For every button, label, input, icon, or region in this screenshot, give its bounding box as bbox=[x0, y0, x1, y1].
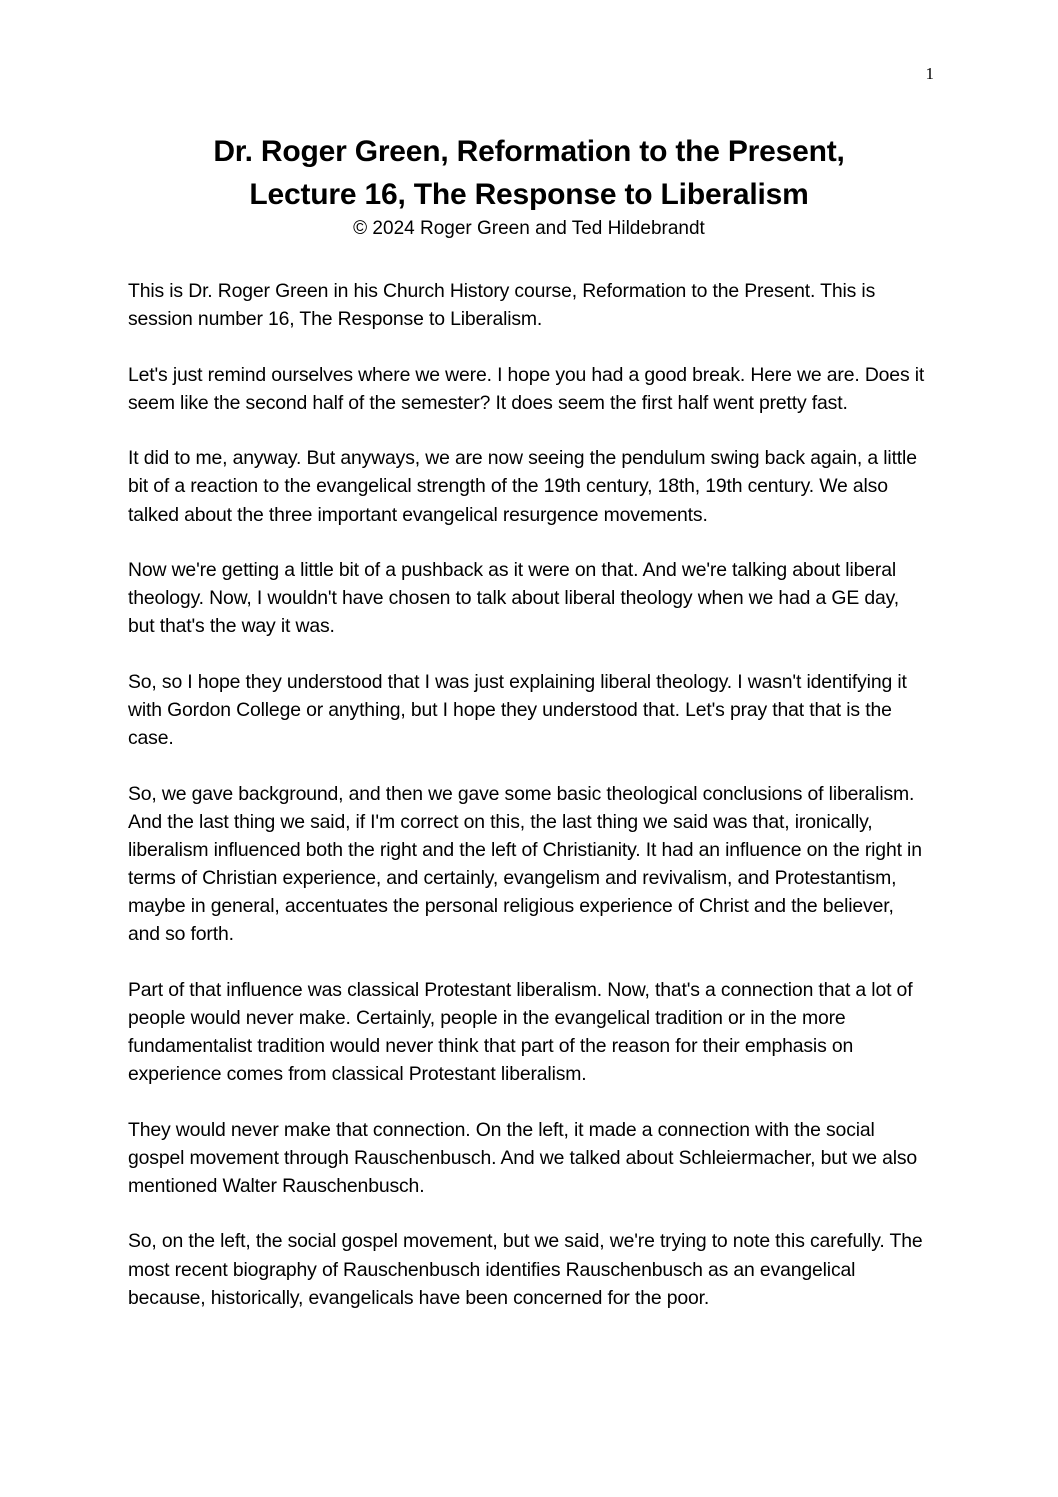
paragraph: Part of that influence was classical Protestant liberalism. Now, that's a connection that a lot of people would never make. Certainly, people in the evangelical tradition or in the more fundamentalist tradition would never think that part of the reason for their emphasis on experience comes from classical Protestant liberalism. bbox=[128, 978, 913, 1086]
paragraph: It did to me, anyway. But anyways, we are now seeing the pendulum swing back again, a little bit of a reaction to the evangelical strength of the 19th century, 18th, 19th century. We also talked about the three important evangelical resurgence movements. bbox=[128, 447, 917, 526]
document-title-line-1: Dr. Roger Green, Reformation to the Present, bbox=[213, 135, 845, 168]
paragraph: They would never make that connection. On the left, it made a connection with the social gospel movement through Rauschenbusch. And we talked about Schleiermacher, but we also mentioned Walter Rauschenbusch. bbox=[128, 1118, 918, 1197]
paragraph: So, on the left, the social gospel movement, but we said, we're trying to note this carefully. The most recent biography of Rauschenbusch identifies Rauschenbusch as an evangelical because, historically, evangelicals have been concerned for the poor. bbox=[128, 1230, 923, 1309]
paragraph: So, so I hope they understood that I was just explaining liberal theology. I wasn't identifying it with Gordon College or anything, but I hope they understood that. Let's pray that that is the case. bbox=[128, 670, 907, 750]
paragraph: Now we're getting a little bit of a pushback as it were on that. And we're talking about liberal theology. Now, I wouldn't have chosen to talk about liberal theology when we had a GE day, but that's the way it was. bbox=[128, 559, 899, 638]
document-title-line-2: Lecture 16, The Response to Liberalism bbox=[249, 178, 809, 211]
page-number: 1 bbox=[925, 64, 934, 83]
document-body bbox=[128, 277, 928, 1339]
title-block bbox=[0, 130, 1058, 242]
paragraph: Let's just remind ourselves where we were. I hope you had a good break. Here we are. Does it seem like the second half of the semester? It does seem the first half went pretty fast. bbox=[128, 363, 925, 414]
paragraph: So, we gave background, and then we gave some basic theological conclusions of liberalism. And the last thing we said, if I'm correct on this, the last thing we said was that, ironically, liberalism influenced both the right and the left of Christianity. It had an influence on the right in terms of Christian experience, and certainly, evangelism and revivalism, and Protestantism, maybe in general, accentuates the personal religious experience of Christ and the believer, and so forth. bbox=[128, 782, 922, 946]
paragraph: This is Dr. Roger Green in his Church History course, Reformation to the Present. This is session number 16, The Response to Liberalism. bbox=[128, 280, 876, 331]
copyright-notice: © 2024 Roger Green and Ted Hildebrandt bbox=[353, 218, 705, 239]
